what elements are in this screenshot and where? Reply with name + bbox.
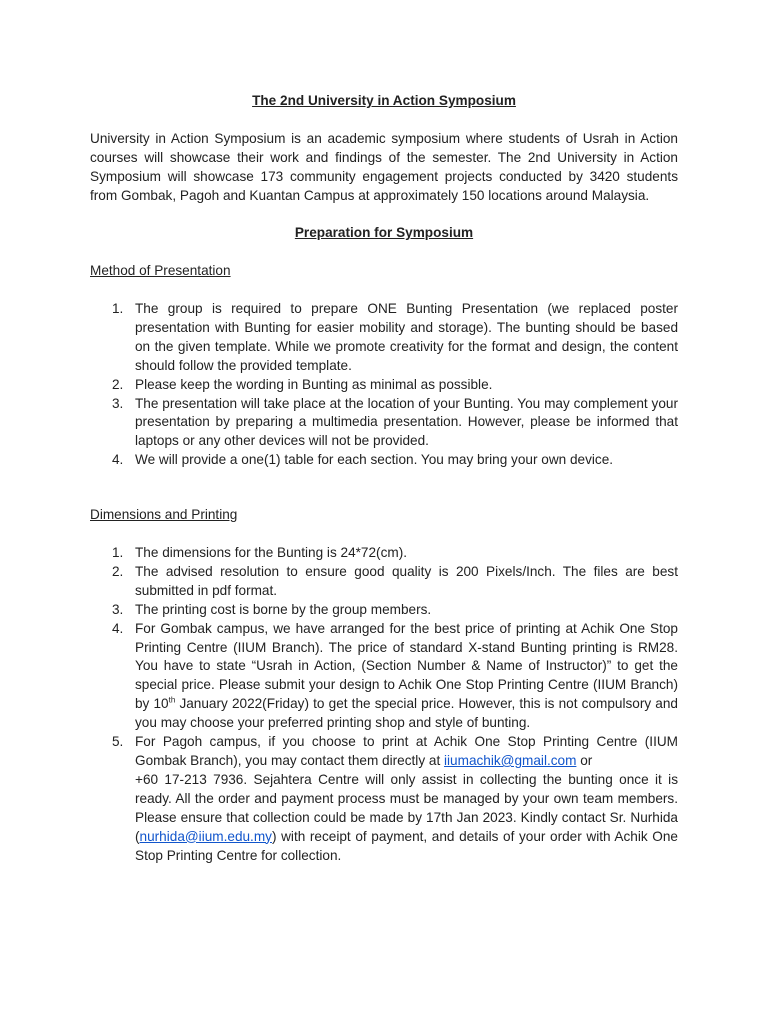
list-number: 4. <box>112 452 124 468</box>
list-item <box>90 563 678 601</box>
list-item <box>90 733 678 865</box>
list-number: 2. <box>112 563 124 579</box>
ordinal-superscript: th <box>168 695 176 705</box>
dimensions-list <box>90 544 678 865</box>
phone-number: +60 17-213 7936 <box>135 771 244 787</box>
document-title: The 2nd University in Action Symposium <box>252 93 516 108</box>
list-item <box>90 451 678 470</box>
list-item <box>90 601 678 620</box>
list-text: For Pagoh campus, if you choose to print at Achik One Stop Printing Centre (IIUM Gombak Branch), you may contact them directly at <box>135 734 678 768</box>
method-heading: Method of Presentation <box>90 263 231 278</box>
list-item <box>90 395 678 452</box>
list-item <box>90 300 678 376</box>
list-number: 3. <box>112 601 124 617</box>
list-text: For Gombak campus, we have arranged for the best price of printing at Achik One Stop Printing Centre (IIUM Branch). The price of standard X-stand Bunting printing is RM28. You have to state “Usrah in Action, (Section Number & Name of Instructor)” to get the special price. Please submit your design to Achik One Stop Printing Centre (IIUM Branch) by 10 <box>135 620 678 712</box>
list-text: The printing cost is borne by the group members. <box>135 601 432 617</box>
list-item <box>90 544 678 563</box>
list-text: The group is required to prepare ONE Bunting Presentation (we replaced poster presentation with Bunting for easier mobility and storage). The bunting should be based on the given template. While we promote creativity for the format and design, the content should follow the provided template. <box>135 301 678 373</box>
list-item <box>90 620 678 733</box>
nurhida-email-link[interactable]: nurhida@iium.edu.my <box>139 828 272 844</box>
method-list <box>90 300 678 470</box>
list-number: 1. <box>112 301 124 316</box>
list-number: 3. <box>112 395 124 411</box>
intro-paragraph: University in Action Symposium is an academic symposium where students of Usrah in Action courses will showcase their work and findings of the semester. The 2nd University in Action Symposium will showcase 173 community engagement projects conducted by 3420 students from Gombak, Pagoh and Kuantan Campus at approximately 150 locations around Malaysia. <box>90 131 678 203</box>
list-number: 2. <box>112 376 124 392</box>
list-number: 5. <box>112 734 124 750</box>
list-text: . Sejahtera Centre will only assist in collecting the bunting once it is ready. All the order and payment process must be managed by your own team members. Please ensure that collection could be made by 17th Jan 2023. Kindly contact Sr. Nurhida ( <box>135 771 678 844</box>
list-text: Please keep the wording in Bunting as minimal as possible. <box>135 376 493 392</box>
list-number: 1. <box>112 545 124 560</box>
list-text: The dimensions for the Bunting is 24*72(cm). <box>135 545 408 560</box>
list-text: The presentation will take place at the location of your Bunting. You may complement your presentation by preparing a multimedia presentation. However, please be informed that laptops or any other devices will not be provided. <box>135 395 678 449</box>
section-title: Preparation for Symposium <box>294 225 474 240</box>
list-text: or <box>576 752 593 768</box>
achik-email-link[interactable]: iiumachik@gmail.com <box>444 752 577 768</box>
list-item <box>90 376 678 395</box>
list-text: We will provide a one(1) table for each section. You may bring your own device. <box>135 452 614 468</box>
dimensions-heading: Dimensions and Printing <box>90 507 238 522</box>
list-number: 4. <box>112 620 124 636</box>
list-text: ) with receipt of payment, and details of your order with Achik One Stop Printing Centre for collection. <box>135 828 678 863</box>
list-text: January 2022(Friday) to get the special price. However, this is not compulsory and you may choose your preferred printing shop and style of bunting. <box>135 696 678 731</box>
list-text: The advised resolution to ensure good quality is 200 Pixels/Inch. The files are best submitted in pdf format. <box>135 563 678 598</box>
